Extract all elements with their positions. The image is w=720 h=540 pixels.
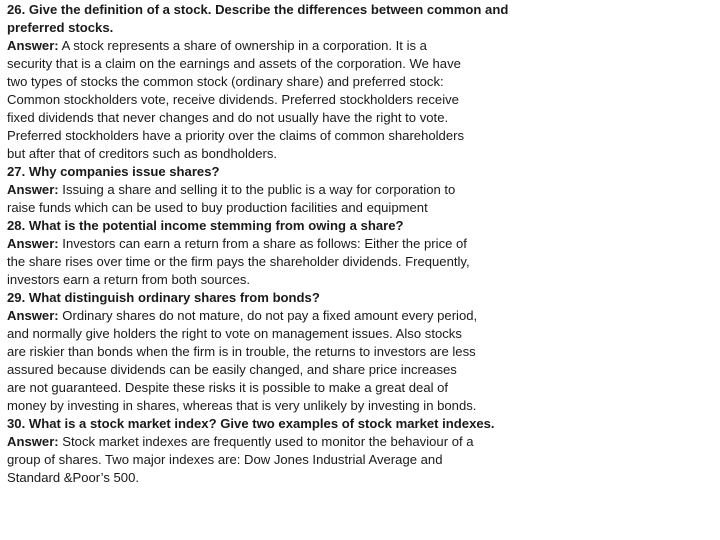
question-line: 30. What is a stock market index? Give two examples of stock market indexes. [7,416,495,431]
answer-line [7,37,713,55]
text-line: security that is a claim on the earnings and assets of the corporation. We have [7,56,461,71]
answer-text: A stock represents a share of ownership in a corporation. It is a [58,38,427,53]
answer-line [7,181,713,199]
document-page [7,1,713,487]
answer-text: Issuing a share and selling it to the public is a way for corporation to [58,182,456,197]
answer-line [7,235,713,253]
text-line: Common stockholders vote, receive dividends. Preferred stockholders receive [7,92,459,107]
text-line: are riskier than bonds when the firm is in trouble, the returns to investors are less [7,344,476,359]
text-line: raise funds which can be used to buy production facilities and equipment [7,200,428,215]
text-line: money by investing in shares, whereas that is very unlikely by investing in bonds. [7,398,477,413]
question-line: 28. What is the potential income stemming from owing a share? [7,218,404,233]
text-line: investors earn a return from both sources. [7,272,251,287]
answer-line [7,307,713,325]
answer-text: Investors can earn a return from a share as follows: Either the price of [58,236,467,251]
text-line: two types of stocks the common stock (ordinary share) and preferred stock: [7,74,444,89]
text-line: Preferred stockholders have a priority over the claims of common shareholders [7,128,465,143]
answer-line [7,433,713,451]
text-line: fixed dividends that never changes and do not usually have the right to vote. [7,110,449,125]
text-line: group of shares. Two major indexes are: Dow Jones Industrial Average and [7,452,443,467]
answer-label: Answer: [7,236,59,251]
answer-text: Stock market indexes are frequently used to monitor the behaviour of a [58,434,474,449]
answer-text: Ordinary shares do not mature, do not pay a fixed amount every period, [58,308,478,323]
answer-label: Answer: [7,434,59,449]
answer-label: Answer: [7,38,59,53]
text-line: but after that of creditors such as bondholders. [7,146,278,161]
question-line: preferred stocks. [7,20,114,35]
question-line: 26. Give the definition of a stock. Describe the differences between common and [7,2,509,17]
text-line: and normally give holders the right to vote on management issues. Also stocks [7,326,462,341]
question-line: 27. Why companies issue shares? [7,164,220,179]
text-line: Standard &Poor’s 500. [7,470,139,485]
answer-label: Answer: [7,182,59,197]
text-line: are not guaranteed. Despite these risks it is possible to make a great deal of [7,380,449,395]
question-line: 29. What distinguish ordinary shares from bonds? [7,290,320,305]
text-line: assured because dividends can be easily changed, and share price increases [7,362,457,377]
answer-label: Answer: [7,308,59,323]
text-line: the share rises over time or the firm pays the shareholder dividends. Frequently, [7,254,470,269]
